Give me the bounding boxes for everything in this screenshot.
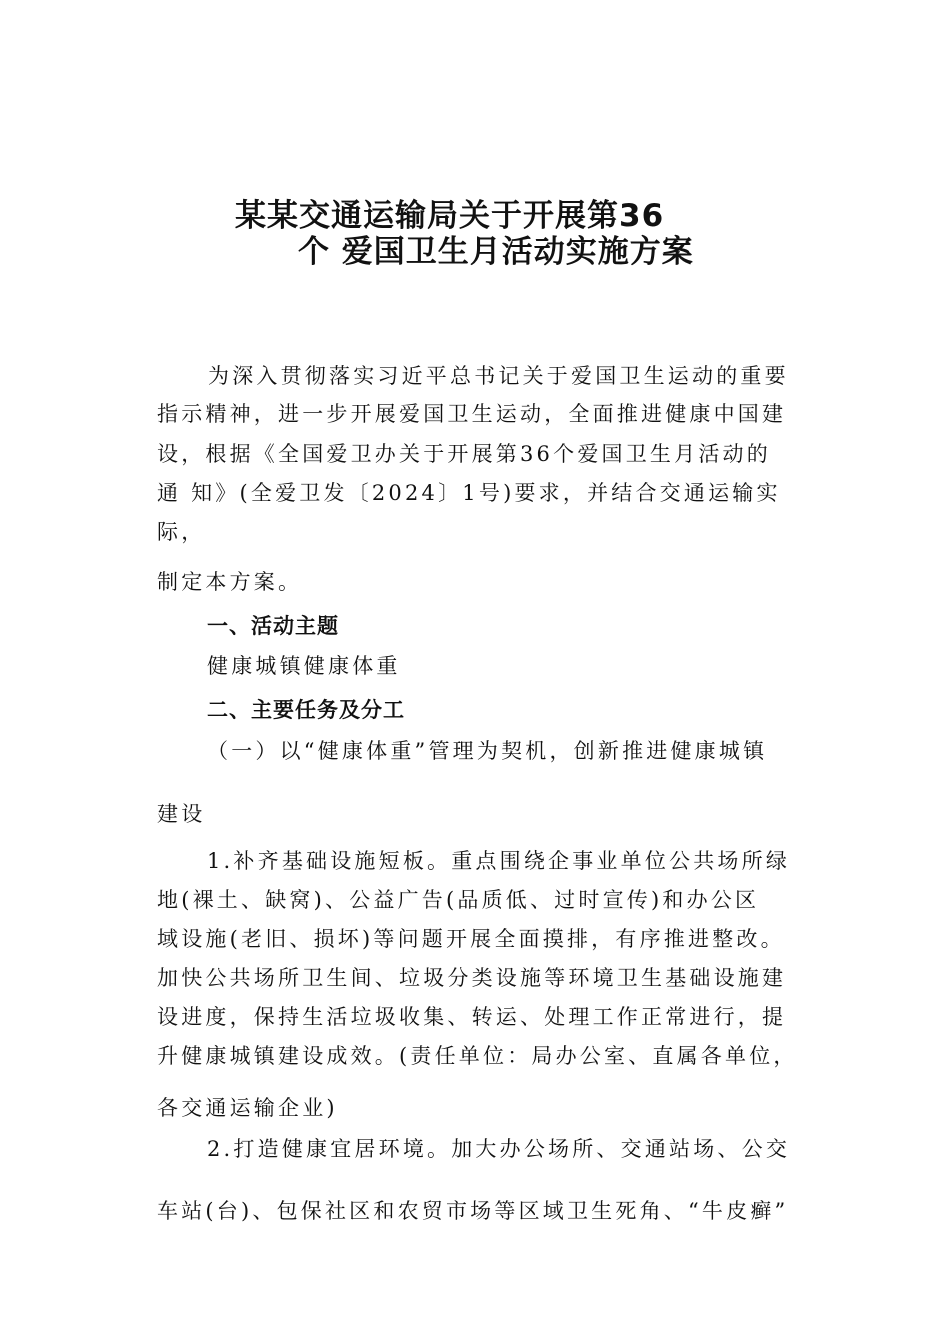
intro-line: 通 知》(全爱卫发〔2024〕1号)要求，并结合交通运输实 — [157, 481, 781, 505]
subsection-heading-line: （一）以“健康体重”管理为契机，创新推进健康城镇 — [207, 739, 768, 763]
intro-line: 制定本方案。 — [157, 570, 303, 594]
task-item-line: 升健康城镇建设成效。(责任单位：局办公室、直属各单位， — [157, 1044, 798, 1068]
task-item-line: 域设施(老旧、损坏)等问题开展全面摸排，有序推进整改。 — [157, 927, 785, 951]
document-title-line-2: 个 爱国卫生月活动实施方案 — [298, 234, 694, 270]
task-item-line: 车站(台)、包保社区和农贸市场等区域卫生死角、“牛皮癣” — [157, 1199, 789, 1223]
intro-line: 设，根据《全国爱卫办关于开展第36个爱国卫生月活动的 — [157, 442, 771, 466]
task-item-line: 地(裸土、缺窝)、公益广告(品质低、过时宣传)和办公区 — [157, 888, 760, 912]
task-item-line: 2.打造健康宜居环境。加大办公场所、交通站场、公交 — [207, 1137, 791, 1161]
section-heading-tasks: 二、主要任务及分工 — [207, 698, 405, 722]
subsection-heading-line: 建设 — [157, 802, 206, 826]
document-title-line-1: 某某交通运输局关于开展第36 — [235, 198, 665, 234]
task-item-line: 设进度，保持生活垃圾收集、转运、处理工作正常进行，提 — [157, 1005, 787, 1029]
section-heading-theme: 一、活动主题 — [207, 614, 339, 638]
intro-line: 为深入贯彻落实习近平总书记关于爱国卫生运动的重要 — [208, 364, 789, 388]
task-item-line: 加快公共场所卫生间、垃圾分类设施等环境卫生基础设施建 — [157, 966, 787, 990]
task-item-line: 各交通运输企业) — [157, 1096, 338, 1120]
activity-theme-text: 健康城镇健康体重 — [207, 654, 401, 678]
intro-line: 际， — [157, 520, 206, 544]
task-item-line: 1.补齐基础设施短板。重点围绕企事业单位公共场所绿 — [207, 849, 791, 873]
intro-line: 指示精神，进一步开展爱国卫生运动，全面推进健康中国建 — [157, 402, 787, 426]
